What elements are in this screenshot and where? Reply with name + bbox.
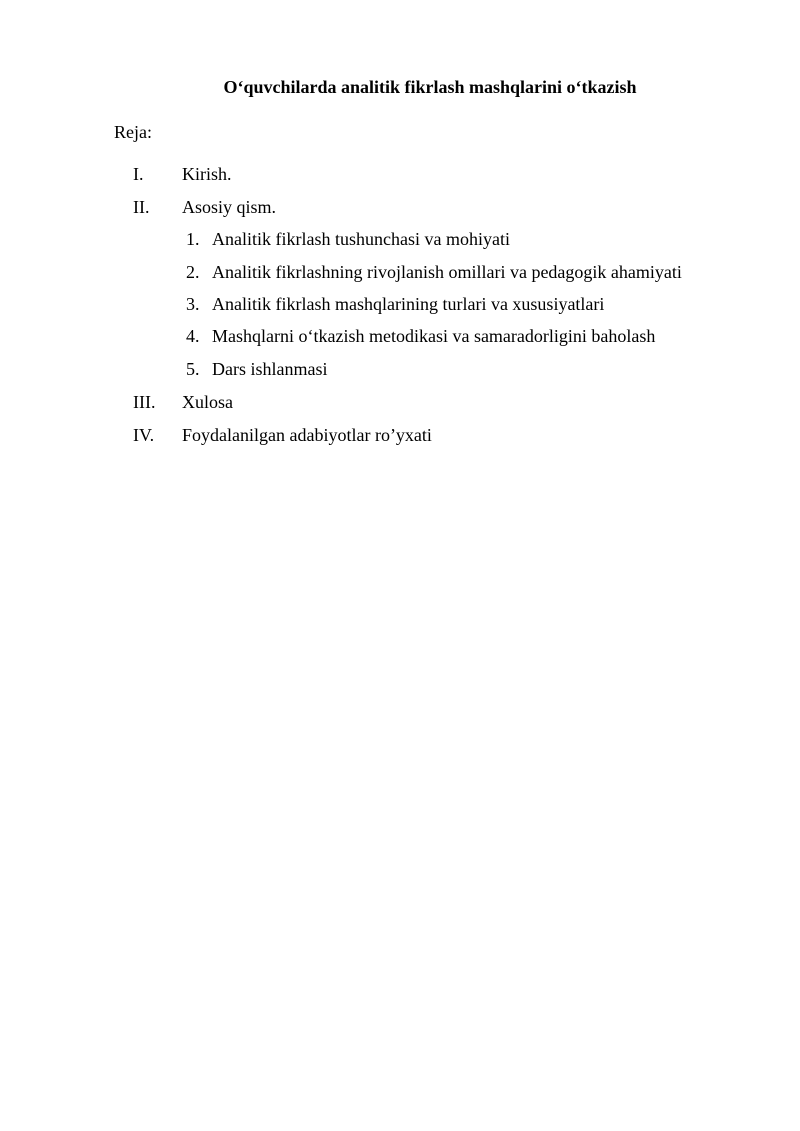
subitem-text: Dars ishlanmasi bbox=[212, 359, 328, 379]
document-title: O‘quvchilarda analitik fikrlash mashqlarini o‘tkazish bbox=[223, 77, 637, 97]
subitem-number: 5. bbox=[186, 359, 200, 379]
subitem-2 bbox=[0, 261, 800, 283]
subitem-number: 4. bbox=[186, 326, 200, 346]
outline-text: Xulosa bbox=[182, 392, 233, 412]
subitem-text: Analitik fikrlashning rivojlanish omillari va pedagogik ahamiyati bbox=[212, 262, 682, 282]
subitem-3 bbox=[0, 293, 800, 315]
outline-item-conclusion bbox=[0, 391, 800, 413]
subitem-text: Analitik fikrlash tushunchasi va mohiyati bbox=[212, 229, 510, 249]
plan-label: Reja: bbox=[114, 122, 152, 142]
subitem-4 bbox=[0, 325, 800, 347]
subitem-number: 2. bbox=[186, 262, 200, 282]
outline-item-main-part bbox=[0, 196, 800, 218]
subitem-text: Mashqlarni o‘tkazish metodikasi va samaradorligini baholash bbox=[212, 326, 656, 346]
outline-numeral: I. bbox=[133, 164, 144, 184]
outline-text: Kirish. bbox=[182, 164, 232, 184]
subitem-number: 3. bbox=[186, 294, 200, 314]
subitem-number: 1. bbox=[186, 229, 200, 249]
subitem-1 bbox=[0, 228, 800, 250]
outline-item-references bbox=[0, 424, 800, 446]
outline-numeral: IV. bbox=[133, 425, 155, 445]
outline-item-intro bbox=[0, 163, 800, 185]
outline-numeral: II. bbox=[133, 197, 150, 217]
outline-text: Foydalanilgan adabiyotlar ro’yxati bbox=[182, 425, 432, 445]
outline-numeral: III. bbox=[133, 392, 156, 412]
outline-text: Asosiy qism. bbox=[182, 197, 277, 217]
subitem-text: Analitik fikrlash mashqlarining turlari va xususiyatlari bbox=[212, 294, 605, 314]
subitem-5 bbox=[0, 358, 800, 380]
